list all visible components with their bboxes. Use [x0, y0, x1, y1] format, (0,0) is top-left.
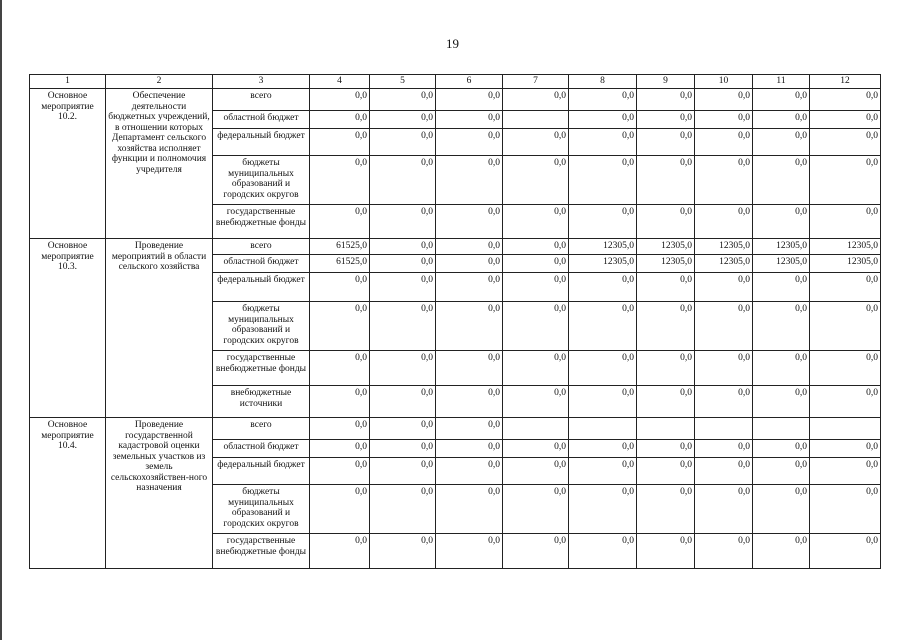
amount-cell: 0,0 [503, 351, 569, 386]
funding-source: внебюджетные источники [213, 386, 310, 418]
amount-cell: 0,0 [695, 273, 753, 302]
funding-source: областной бюджет [213, 111, 310, 129]
column-number-12: 12 [810, 75, 881, 89]
amount-cell: 0,0 [503, 458, 569, 485]
table-row [30, 239, 881, 255]
amount-cell: 0,0 [810, 458, 881, 485]
funding-source: бюджеты муниципальных образований и городских округов [213, 485, 310, 534]
amount-cell [695, 418, 753, 440]
measure-name: Основное мероприятие 10.3. [30, 239, 106, 418]
amount-cell: 0,0 [370, 534, 436, 569]
amount-cell: 0,0 [370, 111, 436, 129]
scan-left-edge [0, 0, 2, 640]
amount-cell: 0,0 [370, 255, 436, 273]
amount-cell: 0,0 [436, 534, 503, 569]
amount-cell: 0,0 [753, 156, 810, 205]
amount-cell: 0,0 [503, 156, 569, 205]
table-body [30, 75, 881, 569]
amount-cell: 0,0 [637, 534, 695, 569]
amount-cell: 0,0 [436, 273, 503, 302]
amount-cell: 0,0 [503, 255, 569, 273]
amount-cell: 0,0 [753, 273, 810, 302]
funding-source: всего [213, 239, 310, 255]
amount-cell: 0,0 [569, 351, 637, 386]
amount-cell: 0,0 [637, 205, 695, 239]
amount-cell: 0,0 [436, 351, 503, 386]
amount-cell: 0,0 [695, 534, 753, 569]
amount-cell: 12305,0 [637, 255, 695, 273]
amount-cell: 0,0 [753, 458, 810, 485]
amount-cell: 0,0 [310, 386, 370, 418]
amount-cell: 0,0 [695, 111, 753, 129]
amount-cell: 0,0 [436, 418, 503, 440]
amount-cell: 0,0 [753, 440, 810, 458]
amount-cell: 0,0 [569, 534, 637, 569]
column-number-8: 8 [569, 75, 637, 89]
table-row [30, 418, 881, 440]
amount-cell: 0,0 [810, 386, 881, 418]
amount-cell: 12305,0 [569, 255, 637, 273]
funding-source: государственные внебюджетные фонды [213, 205, 310, 239]
amount-cell: 0,0 [753, 485, 810, 534]
funding-source: государственные внебюджетные фонды [213, 351, 310, 386]
amount-cell: 0,0 [810, 205, 881, 239]
amount-cell: 0,0 [810, 534, 881, 569]
amount-cell: 0,0 [310, 89, 370, 111]
amount-cell: 0,0 [810, 156, 881, 205]
amount-cell: 0,0 [370, 129, 436, 156]
funding-source: всего [213, 89, 310, 111]
column-number-5: 5 [370, 75, 436, 89]
measure-name: Основное мероприятие 10.4. [30, 418, 106, 569]
amount-cell: 0,0 [637, 89, 695, 111]
measure-description: Проведение мероприятий в области сельского хозяйства [106, 239, 213, 418]
amount-cell: 0,0 [370, 351, 436, 386]
amount-cell: 0,0 [810, 302, 881, 351]
funding-source: федеральный бюджет [213, 273, 310, 302]
amount-cell [753, 418, 810, 440]
amount-cell: 0,0 [310, 418, 370, 440]
amount-cell [810, 418, 881, 440]
amount-cell: 0,0 [569, 205, 637, 239]
amount-cell: 0,0 [370, 485, 436, 534]
amount-cell: 0,0 [695, 440, 753, 458]
amount-cell: 0,0 [569, 440, 637, 458]
amount-cell: 0,0 [436, 485, 503, 534]
amount-cell [637, 418, 695, 440]
amount-cell: 0,0 [436, 440, 503, 458]
amount-cell: 0,0 [436, 156, 503, 205]
amount-cell: 0,0 [370, 440, 436, 458]
amount-cell: 0,0 [569, 156, 637, 205]
amount-cell: 0,0 [695, 458, 753, 485]
amount-cell: 0,0 [695, 156, 753, 205]
amount-cell: 0,0 [753, 129, 810, 156]
amount-cell: 0,0 [310, 302, 370, 351]
amount-cell: 0,0 [503, 205, 569, 239]
amount-cell: 12305,0 [695, 255, 753, 273]
amount-cell: 0,0 [310, 440, 370, 458]
amount-cell: 0,0 [637, 386, 695, 418]
page-number: 19 [446, 36, 459, 51]
amount-cell: 0,0 [753, 111, 810, 129]
amount-cell: 0,0 [637, 485, 695, 534]
amount-cell [503, 111, 569, 129]
amount-cell: 0,0 [370, 302, 436, 351]
funding-source: государственные внебюджетные фонды [213, 534, 310, 569]
amount-cell: 0,0 [436, 205, 503, 239]
funding-source: федеральный бюджет [213, 129, 310, 156]
amount-cell: 0,0 [436, 111, 503, 129]
funding-source: бюджеты муниципальных образований и городских округов [213, 156, 310, 205]
amount-cell: 0,0 [753, 534, 810, 569]
column-number-11: 11 [753, 75, 810, 89]
amount-cell: 0,0 [753, 205, 810, 239]
amount-cell: 0,0 [569, 273, 637, 302]
amount-cell: 0,0 [503, 302, 569, 351]
amount-cell: 0,0 [310, 351, 370, 386]
amount-cell: 0,0 [370, 156, 436, 205]
amount-cell: 12305,0 [810, 239, 881, 255]
amount-cell: 0,0 [370, 205, 436, 239]
amount-cell: 12305,0 [637, 239, 695, 255]
amount-cell: 0,0 [810, 485, 881, 534]
amount-cell: 0,0 [695, 351, 753, 386]
amount-cell: 0,0 [310, 458, 370, 485]
table-row [30, 89, 881, 111]
measure-description: Обеспечение деятельности бюджетных учреждений, в отношении которых Департамент сельского хозяйства исполняет функции и полномочия учредителя [106, 89, 213, 239]
amount-cell: 0,0 [569, 89, 637, 111]
funding-source: всего [213, 418, 310, 440]
amount-cell: 12305,0 [753, 255, 810, 273]
amount-cell: 0,0 [637, 458, 695, 485]
amount-cell: 0,0 [370, 418, 436, 440]
amount-cell: 0,0 [810, 273, 881, 302]
budget-table [29, 74, 881, 569]
amount-cell: 0,0 [436, 458, 503, 485]
column-number-2: 2 [106, 75, 213, 89]
column-number-10: 10 [695, 75, 753, 89]
amount-cell: 12305,0 [753, 239, 810, 255]
amount-cell: 0,0 [569, 302, 637, 351]
column-number-3: 3 [213, 75, 310, 89]
amount-cell: 61525,0 [310, 255, 370, 273]
amount-cell [503, 418, 569, 440]
amount-cell: 0,0 [637, 156, 695, 205]
amount-cell: 12305,0 [569, 239, 637, 255]
amount-cell: 0,0 [503, 239, 569, 255]
amount-cell: 0,0 [310, 205, 370, 239]
amount-cell: 0,0 [436, 89, 503, 111]
amount-cell: 0,0 [810, 111, 881, 129]
amount-cell: 0,0 [503, 386, 569, 418]
amount-cell: 0,0 [370, 239, 436, 255]
header-row [30, 75, 881, 89]
amount-cell: 0,0 [370, 458, 436, 485]
amount-cell: 0,0 [695, 129, 753, 156]
amount-cell: 0,0 [370, 273, 436, 302]
measure-name: Основное мероприятие 10.2. [30, 89, 106, 239]
amount-cell: 0,0 [310, 129, 370, 156]
amount-cell: 0,0 [310, 485, 370, 534]
amount-cell: 0,0 [753, 302, 810, 351]
amount-cell: 0,0 [370, 89, 436, 111]
funding-source: федеральный бюджет [213, 458, 310, 485]
funding-source: областной бюджет [213, 255, 310, 273]
amount-cell: 0,0 [695, 205, 753, 239]
amount-cell: 0,0 [370, 386, 436, 418]
amount-cell: 0,0 [753, 351, 810, 386]
amount-cell: 0,0 [503, 485, 569, 534]
amount-cell: 0,0 [810, 440, 881, 458]
amount-cell: 0,0 [695, 89, 753, 111]
amount-cell: 0,0 [569, 485, 637, 534]
column-number-7: 7 [503, 75, 569, 89]
amount-cell: 0,0 [753, 89, 810, 111]
amount-cell: 0,0 [310, 534, 370, 569]
column-number-1: 1 [30, 75, 106, 89]
amount-cell: 12305,0 [810, 255, 881, 273]
amount-cell: 0,0 [569, 129, 637, 156]
amount-cell: 0,0 [436, 239, 503, 255]
amount-cell: 0,0 [569, 386, 637, 418]
amount-cell: 0,0 [436, 302, 503, 351]
amount-cell: 12305,0 [695, 239, 753, 255]
amount-cell: 0,0 [503, 129, 569, 156]
amount-cell: 0,0 [810, 89, 881, 111]
amount-cell: 61525,0 [310, 239, 370, 255]
amount-cell: 0,0 [503, 273, 569, 302]
amount-cell: 0,0 [436, 129, 503, 156]
amount-cell: 0,0 [436, 386, 503, 418]
amount-cell: 0,0 [310, 273, 370, 302]
amount-cell [569, 418, 637, 440]
amount-cell: 0,0 [695, 302, 753, 351]
amount-cell: 0,0 [695, 386, 753, 418]
column-number-4: 4 [310, 75, 370, 89]
amount-cell: 0,0 [810, 129, 881, 156]
amount-cell: 0,0 [310, 156, 370, 205]
amount-cell: 0,0 [569, 458, 637, 485]
amount-cell: 0,0 [637, 440, 695, 458]
measure-description: Проведение государственной кадастровой оценки земельных участков из земель сельскохозяйствен-ного назначения [106, 418, 213, 569]
column-number-6: 6 [436, 75, 503, 89]
column-number-9: 9 [637, 75, 695, 89]
funding-source: бюджеты муниципальных образований и городских округов [213, 302, 310, 351]
amount-cell: 0,0 [310, 111, 370, 129]
amount-cell: 0,0 [503, 440, 569, 458]
amount-cell: 0,0 [695, 485, 753, 534]
amount-cell: 0,0 [637, 129, 695, 156]
amount-cell: 0,0 [637, 111, 695, 129]
amount-cell: 0,0 [637, 302, 695, 351]
funding-source: областной бюджет [213, 440, 310, 458]
amount-cell: 0,0 [569, 111, 637, 129]
amount-cell: 0,0 [637, 273, 695, 302]
amount-cell: 0,0 [503, 89, 569, 111]
amount-cell: 0,0 [810, 351, 881, 386]
amount-cell: 0,0 [503, 534, 569, 569]
amount-cell: 0,0 [753, 386, 810, 418]
amount-cell: 0,0 [436, 255, 503, 273]
amount-cell: 0,0 [637, 351, 695, 386]
